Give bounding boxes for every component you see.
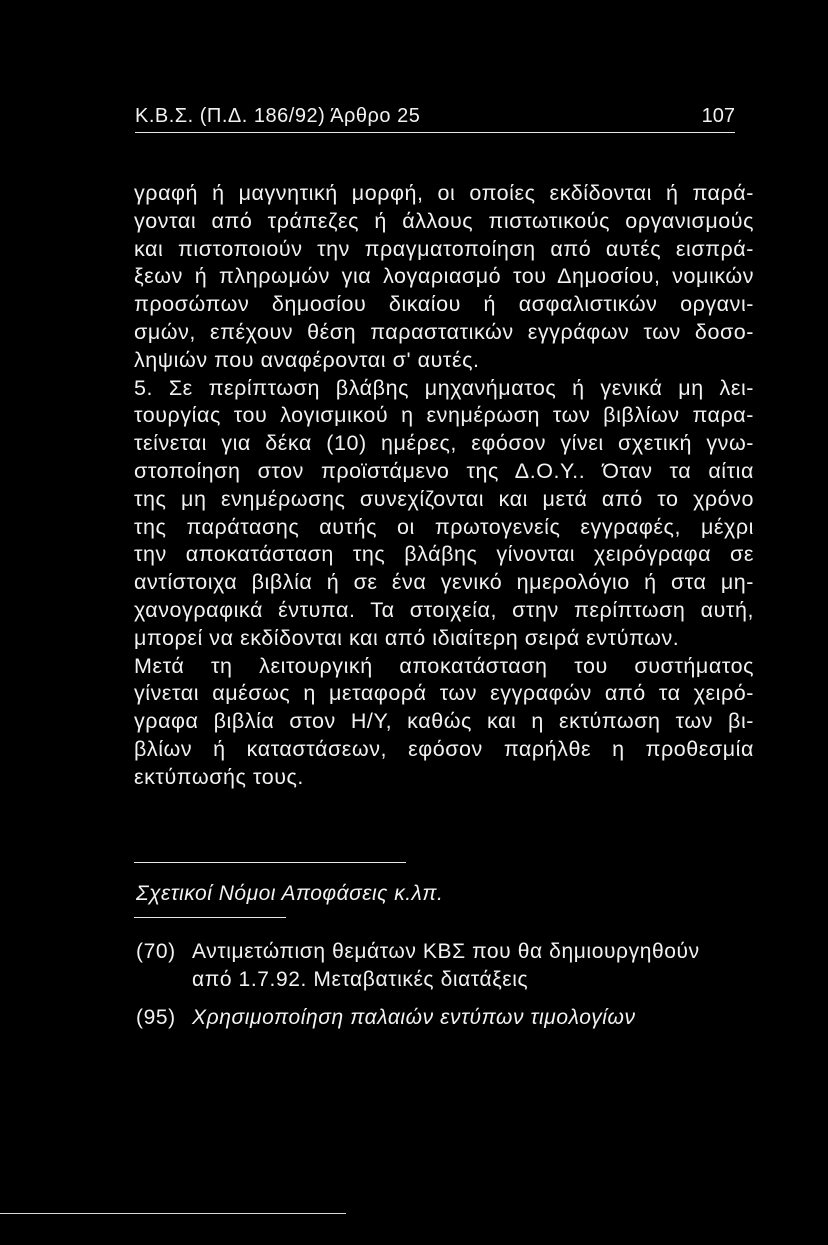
text-line: ξεων ή πληρωμών για λογαριασμό του Δημοσίου, νομικών [134, 264, 754, 289]
note-number: (95) [136, 1006, 176, 1029]
body-text [134, 180, 754, 792]
title-underline [134, 917, 286, 918]
text-line: γονται από τράπεζες ή άλλους πιστωτικούς οργανισμούς [134, 208, 754, 233]
section-separator [134, 862, 406, 863]
text-line: τείνεται για δέκα (10) ημέρες, εφόσον γίνει σχετική γνω- [134, 431, 754, 456]
bottom-rule [0, 1213, 346, 1214]
text-line: την αποκατάσταση της βλάβης γίνονται χειρόγραφα σε [134, 542, 754, 567]
running-header: Κ.Β.Σ. (Π.Δ. 186/92) Άρθρο 25 [135, 105, 421, 127]
text-line: ληψιών που αναφέρονται σ' αυτές. [134, 347, 480, 372]
notes-section-title: Σχετικοί Νόμοι Αποφάσεις κ.λπ. [136, 882, 444, 905]
text-line: εκτύπωσής τους. [134, 764, 304, 789]
text-line: της μη ενημέρωσης συνεχίζονται και μετά από το χρόνο [134, 486, 754, 511]
text-line: σμών, επέχουν θέση παραστατικών εγγράφων των δοσο- [134, 319, 754, 344]
text-line: γραφα βιβλία στον Η/Υ, καθώς και η εκτύπωση των βι- [134, 709, 754, 734]
page-header [135, 105, 735, 145]
note-text: Αντιμετώπιση θεμάτων ΚΒΣ που θα δημιουργηθούν [192, 940, 700, 963]
text-line: της παράτασης αυτής οι πρωτογενείς εγγραφές, μέχρι [134, 514, 754, 539]
text-line: και πιστοποιούν την πραγματοποίηση από αυτές εισπρά- [134, 236, 754, 261]
note-continuation: από 1.7.92. Μεταβατικές διατάξεις [192, 968, 529, 991]
paragraph-5-start: 5. Σε περίπτωση βλάβης μηχανήματος ή γενικά μη λει- [134, 375, 754, 400]
note-item [136, 1006, 636, 1030]
text-line: τουργίας του λογισμικού η ενημέρωση των βιβλίων παρα- [134, 403, 754, 428]
text-line: στοποίηση στον προϊστάμενο της Δ.Ο.Υ.. Όταν τα αίτια [134, 458, 754, 483]
note-number: (70) [136, 940, 176, 963]
text-line: αντίστοιχα βιβλία ή σε ένα γενικό ημερολόγιο ή στα μη- [134, 570, 754, 595]
text-line: χανογραφικά έντυπα. Τα στοιχεία, στην περίπτωση αυτή, [134, 597, 754, 622]
text-line: προσώπων δημοσίου δικαίου ή ασφαλιστικών οργανι- [134, 292, 754, 317]
note-text: Χρησιμοποίηση παλαιών εντύπων τιμολογίων [192, 1006, 636, 1029]
text-line: βλίων ή καταστάσεων, εφόσον παρήλθε η προθεσμία [134, 736, 754, 761]
text-line: μπορεί να εκδίδονται και από ιδιαίτερη σειρά εντύπων. [134, 625, 680, 650]
text-line: Μετά τη λειτουργική αποκατάσταση του συστήματος [134, 653, 754, 678]
header-rule [135, 132, 735, 133]
note-item [136, 940, 700, 964]
text-line: γίνεται αμέσως η μεταφορά των εγγραφών από τα χειρό- [134, 681, 754, 706]
text-line: γραφή ή μαγνητική μορφή, οι οποίες εκδίδονται ή παρά- [134, 181, 754, 205]
page-number: 107 [701, 105, 735, 127]
